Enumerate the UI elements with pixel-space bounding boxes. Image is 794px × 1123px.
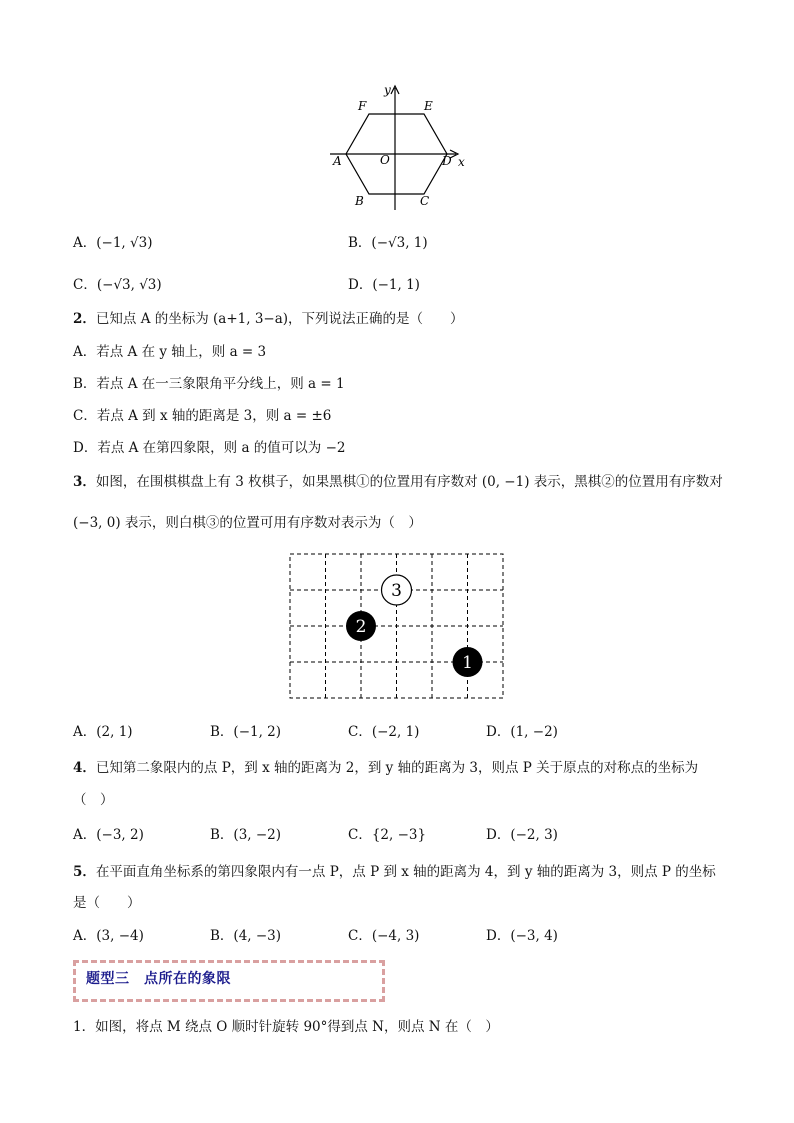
- label-A: A: [333, 154, 342, 168]
- label-O: O: [380, 153, 390, 167]
- q4-stem-line1: 4．已知第二象限内的点 P，到 x 轴的距离为 2，到 y 轴的距离为 3，则点 P 关于原点的对称点的坐标为: [73, 760, 699, 776]
- q1-option-a[interactable]: A．(−1, √3): [73, 235, 153, 251]
- label-D: D: [442, 154, 452, 168]
- label-E: E: [424, 99, 433, 113]
- q3-option-a[interactable]: A．(2, 1): [73, 724, 133, 740]
- q2-option-b[interactable]: B．若点 A 在一三象限角平分线上，则 a = 1: [73, 376, 345, 392]
- label-F: F: [358, 99, 367, 113]
- q3-stem-line2: (−3, 0) 表示，则白棋③的位置可用有序数对表示为（ ）: [73, 515, 422, 531]
- q5-stem-line1: 5．在平面直角坐标系的第四象限内有一点 P，点 P 到 x 轴的距离为 4，到 y 轴的距离为 3，则点 P 的坐标: [73, 864, 716, 880]
- q4-option-b[interactable]: B．(3, −2): [210, 827, 282, 843]
- q3-option-d[interactable]: D．(1, −2): [486, 724, 558, 740]
- q1-option-b[interactable]: B．(−√3, 1): [348, 235, 428, 251]
- q2-option-d[interactable]: D．若点 A 在第四象限，则 a 的值可以为 −2: [73, 440, 346, 456]
- stone-1-label: 1: [462, 653, 473, 673]
- hexagon-figure: [320, 80, 480, 215]
- label-C: C: [420, 194, 430, 208]
- stone-3-label: 3: [391, 581, 402, 601]
- section-title: 题型三 点所在的象限: [86, 971, 231, 987]
- label-B: B: [355, 194, 364, 208]
- q2-stem: 2．已知点 A 的坐标为 (a+1, 3−a)，下列说法正确的是（ ）: [73, 311, 464, 327]
- q3-option-c[interactable]: C．(−2, 1): [348, 724, 420, 740]
- stone-2-label: 2: [355, 617, 367, 637]
- q3-stem-line1: 3．如图，在围棋棋盘上有 3 枚棋子，如果黑棋①的位置用有序数对 (0, −1) 表示，黑棋②的位置用有序数对: [73, 474, 723, 490]
- label-y: y: [384, 83, 391, 97]
- q3-option-b[interactable]: B．(−1, 2): [210, 724, 282, 740]
- go-board-figure: [288, 552, 506, 702]
- q4-option-d[interactable]: D．(−2, 3): [486, 827, 558, 843]
- q1-option-d[interactable]: D．(−1, 1): [348, 277, 420, 293]
- q5-option-c[interactable]: C．(−4, 3): [348, 928, 420, 944]
- q5-stem-line2: 是（ ）: [73, 895, 141, 911]
- s3q1-stem: 1．如图，将点 M 绕点 O 顺时针旋转 90°得到点 N，则点 N 在（ ）: [73, 1019, 499, 1035]
- q4-option-c[interactable]: C．{2, −3}: [348, 827, 427, 843]
- q2-option-a[interactable]: A．若点 A 在 y 轴上，则 a = 3: [73, 344, 267, 360]
- q4-stem-line2: （ ）: [73, 792, 114, 808]
- q5-option-d[interactable]: D．(−3, 4): [486, 928, 558, 944]
- q5-option-a[interactable]: A．(3, −4): [73, 928, 144, 944]
- label-x: x: [458, 155, 465, 169]
- q1-option-c[interactable]: C．(−√3, √3): [73, 277, 162, 293]
- q5-option-b[interactable]: B．(4, −3): [210, 928, 282, 944]
- q4-option-a[interactable]: A．(−3, 2): [73, 827, 144, 843]
- q2-option-c[interactable]: C．若点 A 到 x 轴的距离是 3，则 a = ±6: [73, 408, 332, 424]
